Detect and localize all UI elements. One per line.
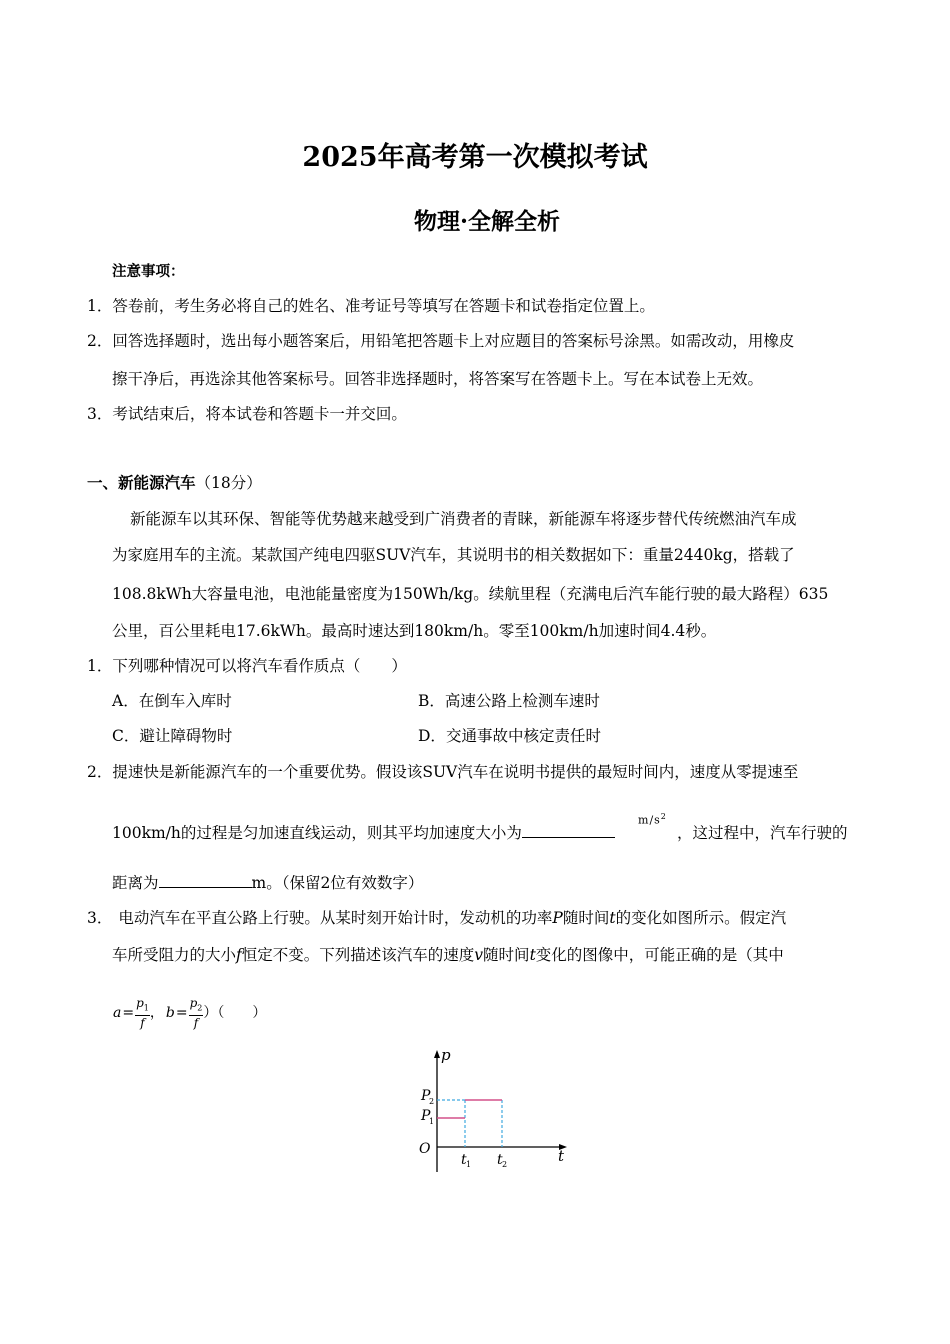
helper-lines — [437, 1100, 502, 1147]
intro-line-1: 新能源车以其环保、智能等优势越来越受到广消费者的青睐，新能源车将逐步替代传统燃油汽车成 — [130, 510, 797, 528]
option-label: A． — [112, 692, 139, 710]
question-num: 2． — [87, 763, 113, 781]
intro-line-2: 为家庭用车的主流。某款国产纯电四驱SUV汽车，其说明书的相关数据如下：重量2440kg，搭载了 — [112, 546, 795, 564]
question-text: 的变化如图所示。假定汽 — [615, 909, 787, 927]
frac-num: p — [189, 996, 198, 1010]
notice-heading: 注意事项： — [112, 263, 185, 280]
notice-text: 回答选择题时，选出每小题答案后，用铅笔把答题卡上对应题目的答案标号涂黑。如需改动，用橡皮 — [112, 332, 795, 350]
question-text: 电动汽车在平直公路上行驶。从某时刻开始计时，发动机的功率 — [118, 909, 553, 927]
question-num: 3． — [87, 909, 113, 927]
question-text: 提速快是新能源汽车的一个重要优势。假设该SUV汽车在说明书提供的最短时间内，速度从零提速至 — [112, 763, 799, 781]
notice-text: 考试结束后，将本试卷和答题卡一并交回。 — [112, 405, 407, 423]
answer-blank-distance[interactable] — [159, 873, 252, 888]
fraction-a — [135, 996, 150, 1030]
question-2 — [87, 762, 798, 782]
frac-sub: 2 — [197, 1003, 203, 1013]
section-title: 一、新能源汽车 — [87, 473, 196, 492]
power-series — [437, 1100, 502, 1118]
notice-num: 1． — [87, 297, 113, 315]
page-subtitle: 物理·全解全析 — [413, 208, 560, 235]
frac-num: p — [136, 996, 144, 1010]
notice-item-2 — [87, 331, 794, 351]
equals: = — [122, 1005, 135, 1022]
question-3-line-2 — [112, 945, 784, 965]
option-text: 在倒车入库时 — [138, 692, 232, 710]
question-2-line-2b: ，这过程中，汽车行驶的 — [677, 824, 848, 842]
power-time-graph — [400, 1040, 585, 1180]
question-3 — [87, 908, 786, 928]
var-p: P — [552, 909, 563, 927]
p2-label: P — [421, 1088, 431, 1104]
option-a — [112, 691, 232, 711]
unit-exp: 2 — [660, 812, 667, 821]
formula-ab — [113, 996, 266, 1030]
option-b — [418, 691, 600, 711]
option-text: 避让障碍物时 — [139, 727, 233, 745]
var-b: b — [165, 1005, 175, 1022]
notice-num: 2． — [87, 332, 113, 350]
t1-label: t — [461, 1152, 467, 1168]
answer-blank-acceleration[interactable] — [522, 823, 615, 838]
formula-tail: ）（ ） — [203, 1005, 267, 1022]
option-c — [112, 726, 232, 746]
intro-line-3: 108.8kWh大容量电池，电池能量密度为150Wh/kg。续航里程（充满电后汽车能行驶的最大路程）635 — [112, 585, 829, 603]
page-title: 2025年高考第一次模拟考试 — [302, 142, 648, 173]
question-text: 车所受阻力的大小 — [112, 946, 237, 964]
question-2-line-2 — [112, 823, 615, 843]
var-f: f — [236, 946, 242, 964]
notice-item-3 — [87, 404, 407, 424]
question-text: 下列哪种情况可以将汽车看作质点（ ） — [112, 657, 407, 675]
var-v: v — [474, 946, 484, 964]
p1-label: P — [421, 1108, 431, 1124]
t2-label: t — [497, 1152, 503, 1168]
question-text: 变化的图像中，可能正确的是（其中 — [535, 946, 784, 964]
notice-item-1 — [87, 296, 655, 316]
option-text: 交通事故中核定责任时 — [445, 727, 601, 745]
question-2-line-3 — [112, 873, 423, 893]
y-axis-arrow — [434, 1050, 440, 1058]
question-text: 100km/h的过程是匀加速直线运动，则其平均加速度大小为 — [112, 824, 522, 842]
frac-den: f — [140, 1016, 145, 1031]
notice-num: 3． — [87, 405, 113, 423]
fraction-b — [189, 996, 204, 1030]
t2-sub: 2 — [502, 1160, 508, 1169]
section-heading — [87, 473, 262, 493]
equals: = — [175, 1005, 188, 1022]
comma: ， — [149, 1005, 164, 1022]
notice-item-2-cont: 擦干净后，再选涂其他答案标号。回答非选择题时，将答案写在答题卡上。写在本试卷上无效。 — [112, 370, 764, 388]
section-score: （18分） — [195, 474, 262, 492]
question-text: 恒定不变。下列描述该汽车的速度 — [241, 946, 475, 964]
unit-m: m — [638, 813, 650, 827]
y-axis-label: p — [441, 1046, 451, 1064]
notice-text: 答卷前，考生务必将自己的姓名、准考证号等填写在答题卡和试卷指定位置上。 — [112, 297, 655, 315]
question-text: 随时间 — [483, 946, 530, 964]
var-t: t — [609, 909, 616, 927]
option-label: B． — [418, 692, 445, 710]
p2-sub: 2 — [429, 1097, 435, 1106]
origin-label: O — [419, 1141, 431, 1157]
question-text: m。（保留2位有效数字） — [251, 874, 424, 892]
option-text: 高速公路上检测车速时 — [444, 692, 600, 710]
x-axis-label: t — [558, 1147, 565, 1165]
t1-sub: 1 — [466, 1160, 472, 1169]
unit-s: /s — [649, 813, 661, 827]
intro-line-4: 公里，百公里耗电17.6kWh。最高时速达到180km/h。零至100km/h加速时间4.4秒。 — [112, 622, 717, 640]
frac-den: f — [193, 1016, 199, 1031]
unit-acceleration — [638, 812, 667, 827]
frac-sub: 1 — [143, 1003, 149, 1013]
var-a: a — [113, 1005, 122, 1022]
question-num: 1． — [87, 657, 113, 675]
option-label: D． — [418, 727, 446, 745]
option-d — [418, 726, 601, 746]
question-1 — [87, 656, 407, 676]
option-label: C． — [112, 727, 140, 745]
question-text: 随时间 — [562, 909, 610, 927]
p1-sub: 1 — [429, 1117, 435, 1126]
question-text: 距离为 — [112, 874, 159, 892]
var-t: t — [529, 946, 536, 964]
